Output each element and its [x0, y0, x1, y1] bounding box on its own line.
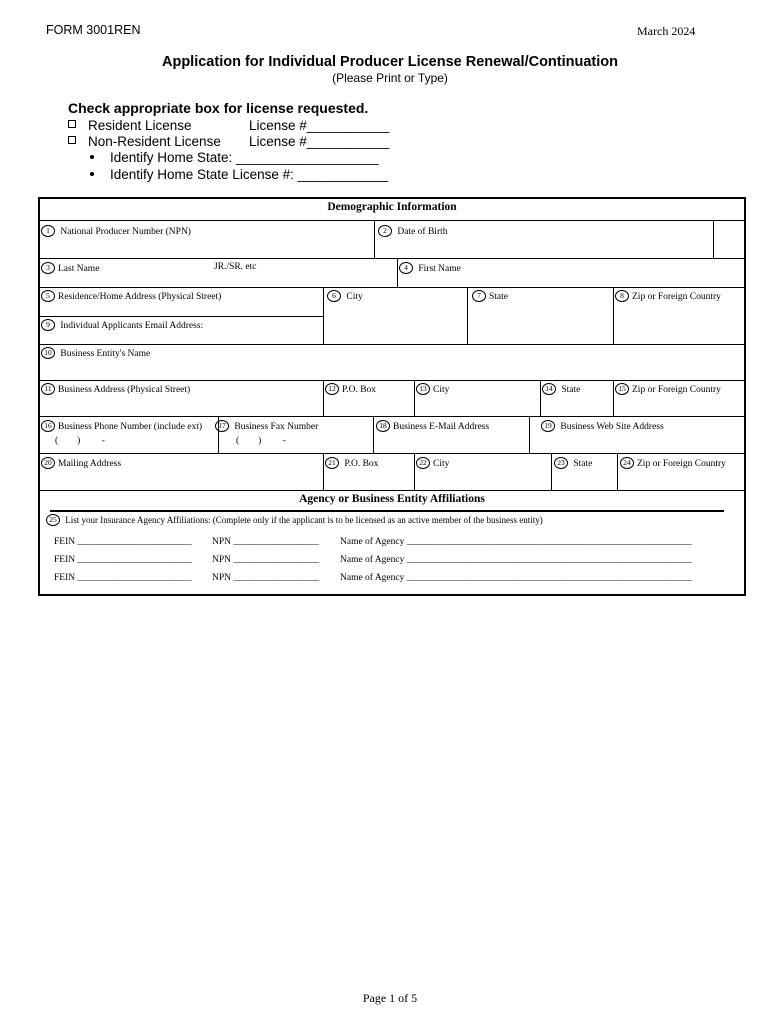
business-website-field[interactable] — [541, 420, 664, 432]
license-request-heading: Check appropriate box for license requested. — [68, 100, 369, 116]
page-subtitle: (Please Print or Type) — [332, 71, 448, 85]
entity-name-field[interactable] — [41, 347, 150, 359]
field-number-badge: 24 — [620, 457, 634, 469]
business-pobox-label: P.O. Box — [342, 385, 377, 395]
email-field[interactable] — [41, 319, 203, 331]
field-number-badge: 7 — [472, 290, 486, 302]
mailing-city-label: City — [433, 459, 450, 469]
npn-field[interactable] — [41, 225, 191, 237]
divider — [39, 453, 745, 454]
bullet-icon — [90, 172, 94, 176]
agency-name-field[interactable]: Name of Agency ____________________________________________________________ — [340, 555, 692, 565]
last-name-label: Last Name — [58, 264, 100, 274]
field-number-badge: 3 — [41, 262, 55, 274]
mailing-pobox-field[interactable] — [325, 457, 378, 469]
business-phone-field[interactable] — [41, 420, 202, 432]
business-zip-field[interactable] — [615, 383, 721, 395]
home-state-field[interactable]: Identify Home State: ___________________ — [110, 150, 379, 165]
mailing-zip-label: Zip or Foreign Country — [637, 459, 726, 469]
affiliations-instruction — [46, 514, 543, 526]
business-email-label: Business E-Mail Address — [393, 422, 490, 432]
business-phone-label: Business Phone Number (include ext) — [58, 422, 203, 432]
field-number-badge: 14 — [542, 383, 556, 395]
business-fax-label: Business Fax Number — [234, 422, 319, 432]
fein-field[interactable]: FEIN ________________________ — [54, 555, 192, 565]
field-number-badge: 21 — [325, 457, 339, 469]
residence-zip-label: Zip or Foreign Country — [632, 292, 721, 302]
business-state-label: State — [561, 385, 581, 395]
email-label: Individual Applicants Email Address: — [60, 321, 204, 331]
resident-license-number-field[interactable]: License #___________ — [249, 118, 390, 133]
residence-city-label: City — [346, 292, 363, 302]
residence-state-label: State — [489, 292, 508, 302]
home-state-bullet — [90, 150, 379, 165]
affiliations-heading: Agency or Business Entity Affiliations — [299, 493, 485, 505]
business-city-field[interactable] — [416, 383, 449, 395]
residence-state-field[interactable] — [472, 290, 508, 302]
npn-line-field[interactable]: NPN __________________ — [212, 537, 319, 547]
divider — [323, 287, 324, 344]
field-number-badge: 16 — [41, 420, 55, 432]
field-number-badge: 13 — [416, 383, 430, 395]
business-address-label: Business Address (Physical Street) — [58, 385, 191, 395]
form-date: March 2024 — [637, 24, 696, 38]
divider — [540, 380, 541, 416]
suffix-label: JR./SR. etc — [214, 262, 257, 272]
divider — [39, 220, 745, 221]
field-number-badge: 9 — [41, 319, 55, 331]
divider — [323, 380, 324, 416]
residence-address-field[interactable] — [41, 290, 221, 302]
field-number-badge: 11 — [41, 383, 55, 395]
mailing-state-label: State — [573, 459, 593, 469]
divider — [551, 453, 552, 490]
field-number-badge: 25 — [46, 514, 60, 526]
divider — [39, 344, 745, 345]
field-number-badge: 8 — [615, 290, 629, 302]
mailing-address-field[interactable] — [41, 457, 121, 469]
field-number-badge: 17 — [215, 420, 229, 432]
field-number-badge: 1 — [41, 225, 55, 237]
bullet-icon — [90, 155, 94, 159]
business-state-field[interactable] — [542, 383, 580, 395]
nonresident-license-number-field[interactable]: License #___________ — [249, 134, 390, 149]
dob-label: Date of Birth — [397, 227, 448, 237]
business-address-field[interactable] — [41, 383, 190, 395]
nonresident-license-label: Non-Resident License — [88, 134, 221, 149]
entity-name-label: Business Entity's Name — [60, 349, 151, 359]
resident-license-label: Resident License — [88, 118, 192, 133]
page-number: Page 1 of 5 — [362, 991, 418, 1005]
resident-license-checkbox[interactable] — [68, 120, 76, 128]
fein-field[interactable]: FEIN ________________________ — [54, 537, 192, 547]
business-fax-field[interactable] — [215, 420, 318, 432]
divider — [39, 490, 745, 491]
divider — [414, 380, 415, 416]
business-website-label: Business Web Site Address — [560, 422, 664, 432]
divider — [529, 416, 530, 453]
field-number-badge: 19 — [541, 420, 555, 432]
divider — [39, 316, 323, 317]
dob-field[interactable] — [378, 225, 448, 237]
business-city-label: City — [433, 385, 450, 395]
field-number-badge: 23 — [554, 457, 568, 469]
field-number-badge: 15 — [615, 383, 629, 395]
divider — [39, 258, 745, 259]
divider — [374, 220, 375, 258]
page-title: Application for Individual Producer License Renewal/Continuation — [162, 54, 618, 70]
divider — [414, 453, 415, 490]
mailing-city-field[interactable] — [416, 457, 449, 469]
nonresident-license-checkbox[interactable] — [68, 136, 76, 144]
last-name-field[interactable] — [41, 262, 99, 274]
divider — [373, 416, 374, 453]
mailing-address-label: Mailing Address — [58, 459, 122, 469]
business-email-field[interactable] — [376, 420, 489, 432]
npn-line-field[interactable]: NPN __________________ — [212, 555, 319, 565]
affiliations-instruction-text: List your Insurance Agency Affiliations: (Complete only if the applicant is to be licensed as an active member of the business entity) — [65, 515, 543, 525]
home-state-license-field[interactable]: Identify Home State License #: ____________ — [110, 167, 388, 182]
demographic-heading: Demographic Information — [327, 201, 457, 213]
field-number-badge: 18 — [376, 420, 390, 432]
first-name-label: First Name — [418, 264, 461, 274]
mailing-state-field[interactable] — [554, 457, 592, 469]
residence-zip-field[interactable] — [615, 290, 721, 302]
field-number-badge: 2 — [378, 225, 392, 237]
divider — [467, 287, 468, 344]
divider — [397, 258, 398, 287]
field-number-badge: 4 — [399, 262, 413, 274]
divider — [613, 287, 614, 344]
business-zip-label: Zip or Foreign Country — [632, 385, 721, 395]
nonresident-license-option — [68, 134, 221, 149]
divider — [323, 453, 324, 490]
field-number-badge: 6 — [327, 290, 341, 302]
residence-address-label: Residence/Home Address (Physical Street) — [58, 292, 222, 302]
first-name-field[interactable] — [399, 262, 461, 274]
field-number-badge: 20 — [41, 457, 55, 469]
divider — [39, 287, 745, 288]
mailing-pobox-label: P.O. Box — [344, 459, 379, 469]
divider — [713, 220, 714, 258]
mailing-zip-field[interactable] — [620, 457, 726, 469]
business-phone-format: ( ) - — [55, 436, 105, 446]
business-pobox-field[interactable] — [325, 383, 376, 395]
npn-label: National Producer Number (NPN) — [60, 227, 191, 237]
divider — [39, 380, 745, 381]
agency-name-field[interactable]: Name of Agency ____________________________________________________________ — [340, 573, 692, 583]
field-number-badge: 10 — [41, 347, 55, 359]
fein-field[interactable]: FEIN ________________________ — [54, 573, 192, 583]
divider — [613, 380, 614, 416]
home-state-license-bullet — [90, 167, 388, 182]
residence-city-field[interactable] — [327, 290, 363, 302]
field-number-badge: 22 — [416, 457, 430, 469]
divider — [617, 453, 618, 490]
agency-name-field[interactable]: Name of Agency ____________________________________________________________ — [340, 537, 692, 547]
divider — [50, 510, 724, 512]
field-number-badge: 5 — [41, 290, 55, 302]
npn-line-field[interactable]: NPN __________________ — [212, 573, 319, 583]
field-number-badge: 12 — [325, 383, 339, 395]
divider — [39, 416, 745, 417]
resident-license-option — [68, 118, 192, 133]
business-fax-format: ( ) - — [236, 436, 286, 446]
form-number: FORM 3001REN — [46, 23, 141, 37]
